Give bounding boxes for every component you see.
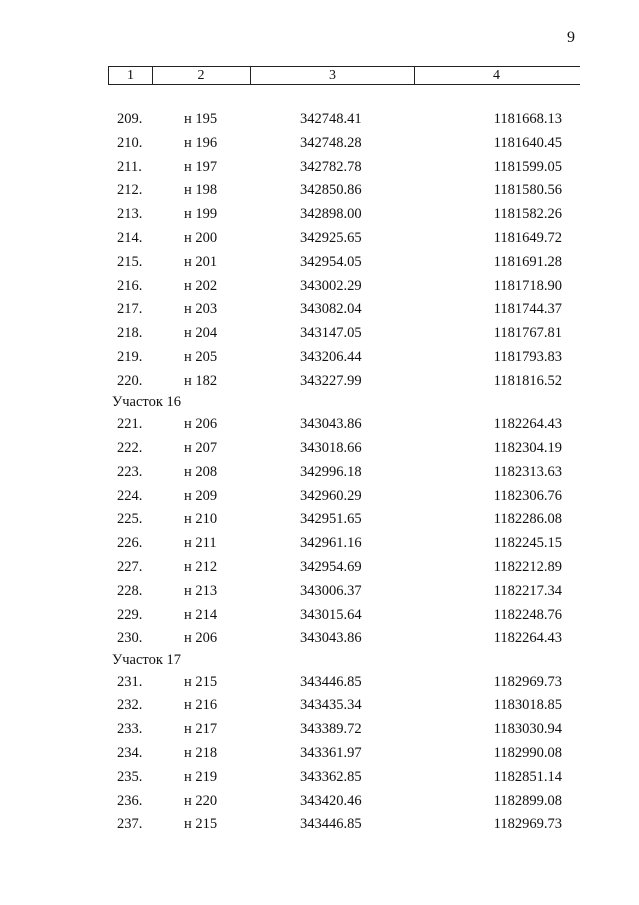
header-col-2: 2 bbox=[152, 67, 251, 84]
point-name: н 215 bbox=[184, 673, 218, 690]
coordinate-x: 342954.05 bbox=[300, 253, 362, 270]
section-title: Участок 16 bbox=[112, 394, 181, 411]
coordinate-y: 1181691.28 bbox=[493, 253, 562, 270]
coordinate-x: 343420.46 bbox=[300, 792, 362, 809]
header-col-1: 1 bbox=[108, 67, 153, 84]
page-number: 9 bbox=[567, 29, 575, 46]
row-number: 226. bbox=[117, 535, 143, 552]
coordinate-x: 343361.97 bbox=[300, 745, 362, 761]
point-name: н 201 bbox=[184, 253, 218, 270]
section-title: Участок 17 bbox=[112, 651, 181, 668]
coordinate-x: 342996.18 bbox=[300, 463, 362, 480]
row-number: 234. bbox=[117, 745, 143, 761]
coordinate-y: 1182245.15 bbox=[493, 535, 562, 552]
coordinate-y: 1181649.72 bbox=[493, 230, 562, 246]
table-row bbox=[0, 605, 639, 625]
coordinate-y: 1182969.73 bbox=[493, 673, 562, 690]
row-number: 224. bbox=[117, 487, 143, 504]
row-number: 236. bbox=[117, 792, 143, 809]
row-number: 237. bbox=[117, 816, 143, 833]
coordinate-y: 1181767.81 bbox=[493, 325, 562, 342]
row-number: 219. bbox=[117, 349, 143, 365]
table-row bbox=[0, 180, 639, 200]
row-number: 209. bbox=[117, 111, 143, 127]
point-name: н 208 bbox=[184, 463, 218, 480]
coordinate-x: 342961.16 bbox=[300, 535, 362, 552]
coordinate-x: 342748.28 bbox=[300, 134, 362, 151]
point-name: н 210 bbox=[184, 511, 218, 528]
coordinate-x: 343389.72 bbox=[300, 721, 362, 738]
table-row bbox=[0, 628, 639, 648]
table-row bbox=[0, 371, 639, 391]
point-name: н 213 bbox=[184, 582, 218, 599]
row-number: 210. bbox=[117, 134, 143, 151]
point-name: н 204 bbox=[184, 325, 218, 342]
point-name: н 206 bbox=[184, 630, 218, 647]
row-number: 232. bbox=[117, 697, 143, 714]
point-name: н 195 bbox=[184, 111, 218, 127]
point-name: н 202 bbox=[184, 277, 218, 294]
row-number: 212. bbox=[117, 182, 143, 199]
row-number: 222. bbox=[117, 439, 143, 456]
coordinate-x: 342898.00 bbox=[300, 206, 362, 223]
coordinate-x: 343362.85 bbox=[300, 768, 362, 785]
table-row bbox=[0, 133, 639, 153]
point-name: н 197 bbox=[184, 158, 218, 175]
coordinate-y: 1182264.43 bbox=[493, 630, 562, 647]
coordinate-y: 1182217.34 bbox=[493, 582, 562, 599]
table-row bbox=[0, 109, 639, 129]
row-number: 214. bbox=[117, 230, 143, 246]
coordinate-y: 1182851.14 bbox=[493, 768, 562, 785]
point-name: н 206 bbox=[184, 416, 218, 433]
point-name: н 216 bbox=[184, 697, 218, 714]
header-col-3: 3 bbox=[251, 67, 415, 84]
coordinate-x: 343446.85 bbox=[300, 673, 362, 690]
table-row bbox=[0, 204, 639, 224]
coordinate-y: 1181816.52 bbox=[493, 372, 562, 389]
coordinate-x: 343082.04 bbox=[300, 301, 362, 318]
table-row bbox=[0, 438, 639, 458]
coordinate-x: 343043.86 bbox=[300, 416, 362, 433]
row-number: 230. bbox=[117, 630, 143, 647]
coordinate-x: 343446.85 bbox=[300, 816, 362, 833]
row-number: 223. bbox=[117, 463, 143, 480]
coordinate-y: 1181582.26 bbox=[493, 206, 562, 223]
coordinate-y: 1181580.56 bbox=[493, 182, 562, 199]
point-name: н 200 bbox=[184, 230, 218, 246]
table-row bbox=[0, 299, 639, 319]
point-name: н 220 bbox=[184, 792, 218, 809]
coordinate-y: 1181640.45 bbox=[493, 134, 562, 151]
row-number: 233. bbox=[117, 721, 143, 738]
point-name: н 205 bbox=[184, 349, 218, 365]
coordinate-x: 342748.41 bbox=[300, 111, 362, 127]
table-row bbox=[0, 486, 639, 506]
coordinate-y: 1182313.63 bbox=[493, 463, 562, 480]
table-row bbox=[0, 252, 639, 272]
row-number: 228. bbox=[117, 582, 143, 599]
table-row bbox=[0, 323, 639, 343]
table-row bbox=[0, 414, 639, 434]
row-number: 229. bbox=[117, 606, 143, 623]
row-number: 215. bbox=[117, 253, 143, 270]
row-number: 221. bbox=[117, 416, 143, 433]
point-name: н 211 bbox=[184, 535, 217, 552]
table-header bbox=[108, 66, 580, 85]
coordinate-x: 343206.44 bbox=[300, 349, 362, 365]
coordinate-y: 1182304.19 bbox=[493, 439, 562, 456]
table-row bbox=[0, 581, 639, 601]
row-number: 213. bbox=[117, 206, 143, 223]
row-number: 220. bbox=[117, 372, 143, 389]
coordinate-y: 1181599.05 bbox=[493, 158, 562, 175]
table-row bbox=[0, 533, 639, 553]
point-name: н 215 bbox=[184, 816, 218, 833]
point-name: н 196 bbox=[184, 134, 218, 151]
row-number: 225. bbox=[117, 511, 143, 528]
coordinate-y: 1181668.13 bbox=[493, 111, 562, 127]
coordinate-y: 1181744.37 bbox=[493, 301, 562, 318]
table-row bbox=[0, 557, 639, 577]
coordinate-x: 342960.29 bbox=[300, 487, 362, 504]
coordinate-y: 1182969.73 bbox=[493, 816, 562, 833]
point-name: н 198 bbox=[184, 182, 218, 199]
coordinate-x: 343227.99 bbox=[300, 372, 362, 389]
coordinate-x: 343002.29 bbox=[300, 277, 362, 294]
table-row bbox=[0, 228, 639, 248]
coordinate-x: 342954.69 bbox=[300, 558, 362, 575]
coordinate-x: 342782.78 bbox=[300, 158, 362, 175]
table-row bbox=[0, 719, 639, 739]
table-row bbox=[0, 791, 639, 811]
coordinate-y: 1182264.43 bbox=[493, 416, 562, 433]
coordinate-y: 1182248.76 bbox=[493, 606, 562, 623]
point-name: н 199 bbox=[184, 206, 218, 223]
coordinate-x: 342850.86 bbox=[300, 182, 362, 199]
coordinate-y: 1181793.83 bbox=[493, 349, 562, 365]
coordinate-x: 343435.34 bbox=[300, 697, 362, 714]
table-row bbox=[0, 743, 639, 763]
coordinate-y: 1182899.08 bbox=[493, 792, 562, 809]
row-number: 211. bbox=[117, 158, 142, 175]
point-name: н 207 bbox=[184, 439, 218, 456]
point-name: н 203 bbox=[184, 301, 218, 318]
coordinate-y: 1183030.94 bbox=[493, 721, 562, 738]
point-name: н 209 bbox=[184, 487, 218, 504]
coordinate-y: 1182990.08 bbox=[493, 745, 562, 761]
header-col-4: 4 bbox=[493, 68, 500, 83]
table-row bbox=[0, 695, 639, 715]
coordinate-y: 1182212.89 bbox=[493, 558, 562, 575]
table-row bbox=[0, 276, 639, 296]
coordinate-x: 343147.05 bbox=[300, 325, 362, 342]
table-row bbox=[0, 672, 639, 692]
table-row bbox=[0, 157, 639, 177]
table-row bbox=[0, 462, 639, 482]
point-name: н 219 bbox=[184, 768, 218, 785]
row-number: 217. bbox=[117, 301, 143, 318]
point-name: н 217 bbox=[184, 721, 218, 738]
table-row bbox=[0, 509, 639, 529]
row-number: 231. bbox=[117, 673, 143, 690]
point-name: н 212 bbox=[184, 558, 218, 575]
coordinate-x: 343006.37 bbox=[300, 582, 362, 599]
row-number: 218. bbox=[117, 325, 143, 342]
coordinate-x: 342925.65 bbox=[300, 230, 362, 246]
point-name: н 182 bbox=[184, 372, 218, 389]
row-number: 235. bbox=[117, 768, 143, 785]
table-row bbox=[0, 767, 639, 787]
coordinate-x: 343018.66 bbox=[300, 439, 362, 456]
table-row bbox=[0, 347, 639, 367]
table-row bbox=[0, 814, 639, 834]
coordinate-x: 343015.64 bbox=[300, 606, 362, 623]
coordinate-x: 343043.86 bbox=[300, 630, 362, 647]
point-name: н 218 bbox=[184, 745, 218, 761]
coordinate-y: 1183018.85 bbox=[493, 697, 562, 714]
coordinate-x: 342951.65 bbox=[300, 511, 362, 528]
point-name: н 214 bbox=[184, 606, 218, 623]
row-number: 216. bbox=[117, 277, 143, 294]
coordinate-y: 1181718.90 bbox=[493, 277, 562, 294]
row-number: 227. bbox=[117, 558, 143, 575]
coordinate-y: 1182306.76 bbox=[493, 487, 562, 504]
coordinate-y: 1182286.08 bbox=[493, 511, 562, 528]
